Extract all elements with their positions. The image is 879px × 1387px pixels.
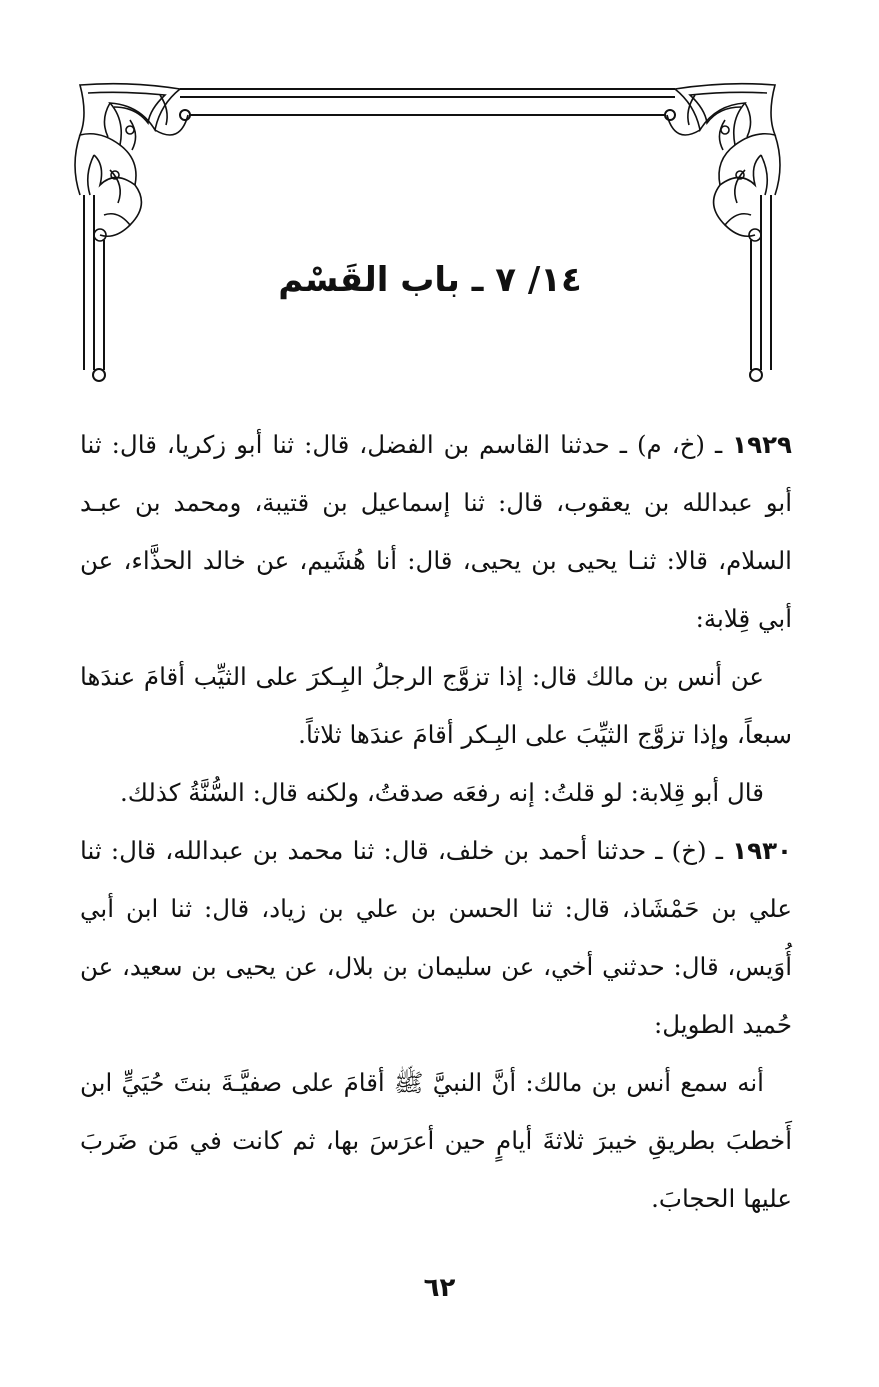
paragraph-text: أنه سمع أنس بن مالك: أنَّ النبيَّ ﷺ أقامَ على صفيَّـةَ بنتَ حُيَيٍّ ابن أَخطبَ بطريقِ خيبرَ ثلاثةَ أيامٍ حين أعرَسَ بها، ثم كانت في مَن ضَربَ عليها الحجابَ. — [80, 1068, 792, 1213]
hadith-number: ١٩٢٩ — [732, 430, 792, 459]
hadith-number: ١٩٣٠ — [732, 836, 792, 865]
paragraph-text: قال أبو قِلابة: لو قلتُ: إنه رفعَه صدقتُ، ولكنه قال: السُّنَّةُ كذلك. — [120, 778, 764, 807]
paragraph-text: ـ (خ) ـ حدثنا أحمد بن خلف، قال: ثنا محمد بن عبدالله، قال: ثنا علي بن حَمْشَاذ، قال: ثنا الحسن بن علي بن زياد، قال: ثنا ابن أبي أُوَيس، قال: حدثني أخي، عن سليمان بن بلال، عن يحيى بن سعيد، عن حُميد الطويل: — [80, 836, 792, 1039]
body-text — [80, 416, 792, 1228]
ornamental-frame — [70, 75, 785, 390]
hadith-matn-paragraph — [80, 648, 792, 764]
ornament-border-graphic — [70, 75, 785, 390]
left-corner-ornament — [75, 84, 188, 241]
page-number: ٦٢ — [423, 1273, 456, 1303]
right-corner-ornament — [667, 84, 780, 241]
paragraph-text: ـ (خ، م) ـ حدثنا القاسم بن الفضل، قال: ثنا أبو زكريا، قال: ثنا أبو عبدالله بن يعقوب، قال: ثنا إسماعيل بن قتيبة، ومحمد بن عبـد السلام، قالا: ثنـا يحيى بن يحيى، قال: أنا هُشَيم، عن خالد الحذَّاء، عن أبي قِلابة: — [80, 430, 792, 633]
hadith-paragraph-1930 — [80, 822, 792, 1054]
paragraph-text: عن أنس بن مالك قال: إذا تزوَّج الرجلُ البِـكرَ على الثيِّب أقامَ عندَها سبعاً، وإذا تزوَّج الثيِّبَ على البِـكر أقامَ عندَها ثلاثاً. — [80, 662, 792, 749]
commentary-paragraph — [80, 764, 792, 822]
hadith-matn-paragraph — [80, 1054, 792, 1228]
chapter-heading: ١٤/ ٧ ـ باب القَسْم — [278, 260, 582, 300]
hadith-paragraph-1929 — [80, 416, 792, 648]
